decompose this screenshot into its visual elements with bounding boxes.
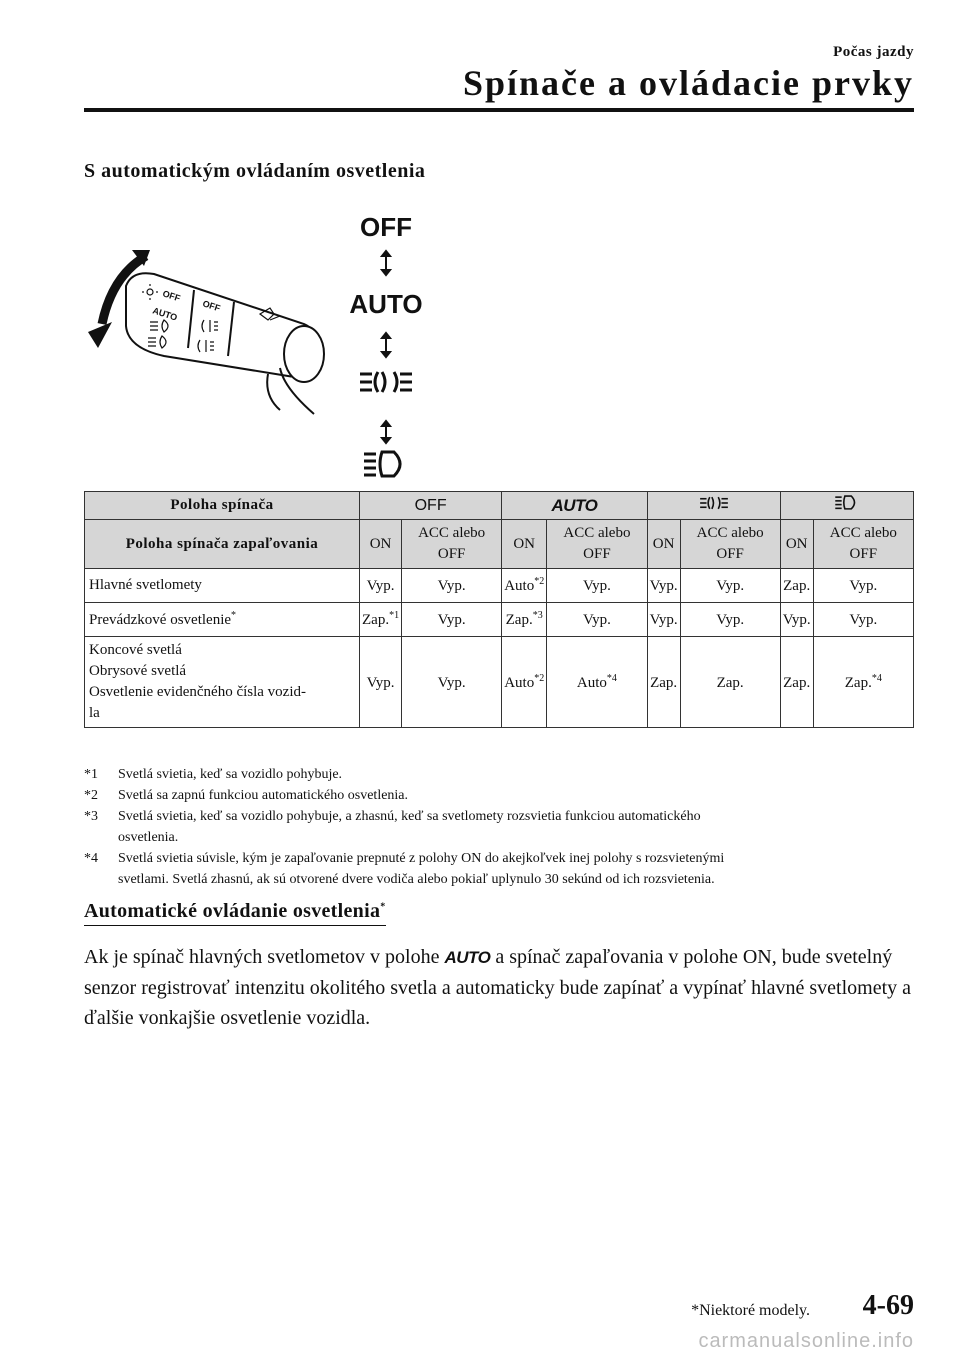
ignition-cell: ACC alebo OFF (680, 520, 780, 569)
table-cell: Auto$^{*2}$ (502, 637, 547, 728)
watermark: carmanualsonline.info (698, 1330, 914, 1352)
table-header-headlights (780, 492, 913, 520)
ignition-cell: ON (647, 520, 680, 569)
table-cell: Vyp. (402, 637, 502, 728)
row-label: Prevádzkové osvetlenie* (85, 603, 360, 637)
ignition-cell: ACC alebo OFF (547, 520, 647, 569)
table-cell: Vyp. (780, 603, 813, 637)
row-label: Hlavné svetlomety (85, 569, 360, 603)
figure-auto-label: AUTO (349, 289, 423, 319)
table-ignition-row (85, 520, 914, 569)
table-row (85, 569, 914, 603)
parking-lights-icon (360, 372, 412, 392)
table-cell: Vyp. (360, 569, 402, 603)
ignition-cell: ACC alebo OFF (813, 520, 913, 569)
table-cell: Auto$^{*4}$ (547, 637, 647, 728)
headlights-icon (833, 495, 861, 511)
footnote: *2 Svetlá sa zapnú funkciou automatického osvetlenia. (84, 788, 409, 803)
table-cell: Zap. (680, 637, 780, 728)
ignition-label: Poloha spínača zapaľovania (85, 520, 360, 569)
ignition-cell: ON (780, 520, 813, 569)
table-row (85, 637, 914, 728)
stalk-drawing (88, 250, 324, 414)
stalk-auto-label: AUTO (151, 305, 179, 323)
table-cell: Vyp. (402, 569, 502, 603)
table-cell: Vyp. (680, 603, 780, 637)
footnotes (84, 764, 914, 890)
auto-icon: AUTO (551, 495, 598, 515)
arrow-icon (382, 251, 390, 275)
headlights-icon (364, 452, 400, 476)
headlight-switch-figure (84, 206, 444, 486)
table-cell: Zap. (780, 637, 813, 728)
table-cell: Zap.$^{*1}$ (360, 603, 402, 637)
table-cell: Vyp. (813, 603, 913, 637)
ignition-cell: ACC alebo OFF (402, 520, 502, 569)
table-cell: Zap.$^{*3}$ (502, 603, 547, 637)
table-cell: Zap. (780, 569, 813, 603)
light-status-table (84, 491, 914, 728)
table-cell: Zap. (647, 637, 680, 728)
table-cell: Auto$^{*2}$ (502, 569, 547, 603)
header-section: Počas jazdy (833, 44, 914, 60)
table-cell: Vyp. (547, 569, 647, 603)
table-cell: Vyp. (680, 569, 780, 603)
page-title: Spínače a ovládacie prvky (462, 63, 914, 103)
table-header-label: Poloha spínača (85, 492, 360, 520)
ignition-cell: ON (502, 520, 547, 569)
footnote: *3 Svetlá svietia, keď sa vozidlo pohybuje, a zhasnú, keď sa svetlomety rozsvietia funkciou automatického osvetlenia. (84, 809, 701, 845)
arrow-icon (382, 421, 390, 443)
table-header-auto (502, 492, 647, 520)
page-number: 4-69 (862, 1290, 914, 1321)
table-cell: Vyp. (360, 637, 402, 728)
table-header-off (360, 492, 502, 520)
table-cell: Vyp. (547, 603, 647, 637)
footnote-models: *Niektoré modely. (691, 1302, 810, 1319)
subheading: Automatické ovládanie osvetlenia* (84, 900, 386, 926)
table-cell: Vyp. (647, 569, 680, 603)
table-cell: Zap.$^{*4}$ (813, 637, 913, 728)
stalk-off-label-2: OFF (201, 298, 222, 314)
arrow-icon (382, 333, 390, 357)
table-header-row (85, 492, 914, 520)
stalk-off-label: OFF (161, 288, 182, 304)
table-cell: Vyp. (813, 569, 913, 603)
off-icon: OFF (414, 496, 447, 514)
header-rule (84, 108, 914, 112)
footnote: *4 Svetlá svietia súvisle, kým je zapaľovanie prepnuté z polohy ON do akejkoľvek inej polohy s rozsvietenými svetlami. Svetlá zhasnú, ak sú otvorené dvere vodiča alebo pokiaľ uplynulo 30 sekúnd od ich rozsvietenia. (84, 851, 725, 887)
auto-icon: AUTO (444, 948, 491, 967)
footnote: *1 Svetlá svietia, keď sa vozidlo pohybuje. (84, 767, 343, 782)
ignition-cell: ON (360, 520, 402, 569)
row-label: Koncové svetlá Obrysové svetlá Osvetlenie evidenčného čísla vozid- la (85, 637, 360, 728)
figure-off-label: OFF (360, 212, 412, 242)
table-header-parking (647, 492, 780, 520)
section-title: S automatickým ovládaním osvetlenia (84, 160, 426, 182)
table-cell: Vyp. (647, 603, 680, 637)
body-paragraph: Ak je spínač hlavných svetlometov v polohe AUTO a spínač zapaľovania v polohe ON, bude svetelný senzor registrovať intenzitu okolitého svetla a automaticky bude zapínať a vypínať hlavné svetlomety a ďalšie vonkajšie osvetlenie vozidla. (84, 946, 912, 1029)
parking-lights-icon (696, 495, 732, 511)
table-row (85, 603, 914, 637)
table-cell: Vyp. (402, 603, 502, 637)
